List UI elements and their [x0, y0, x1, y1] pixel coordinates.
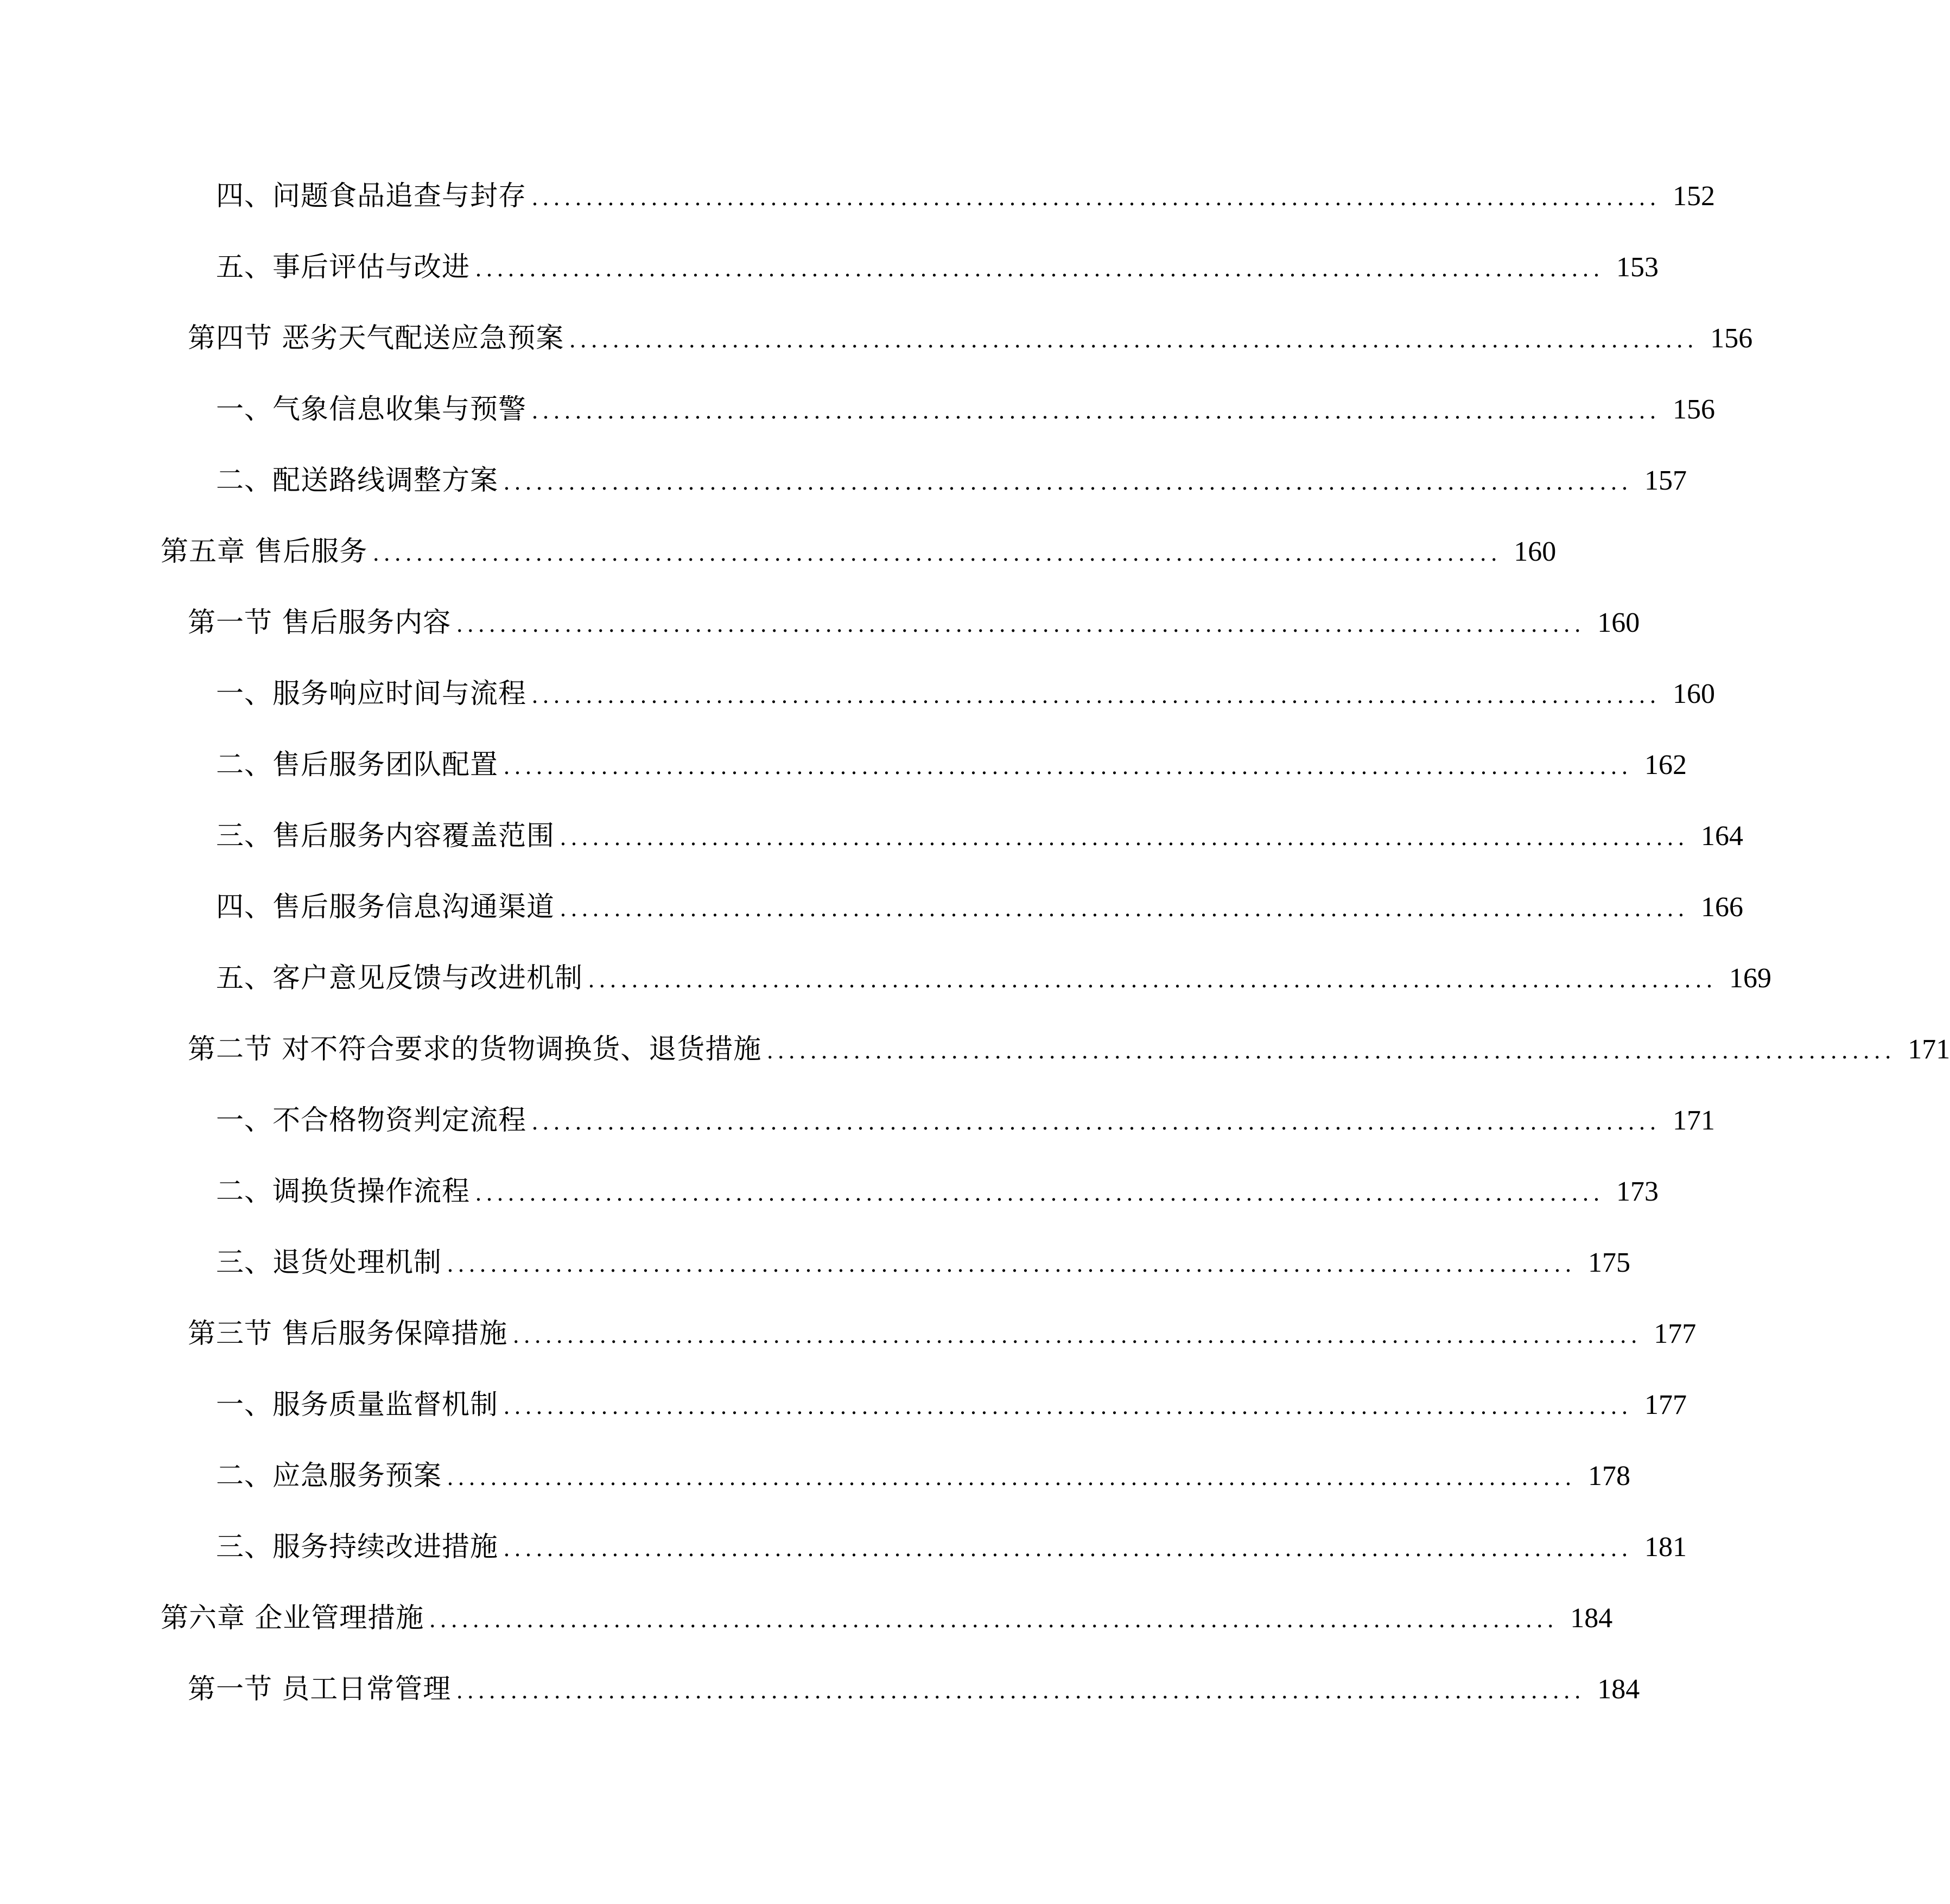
dot-leader: ........................................................................................................ — [569, 326, 1699, 353]
toc-entry-title: 二、配送路线调整方案 — [216, 465, 499, 497]
toc-entry-title: 第三节 售后服务保障措施 — [188, 1318, 508, 1350]
toc-entry-title: 一、服务质量监督机制 — [216, 1389, 499, 1421]
toc-page-number: 177 — [1644, 1389, 1687, 1420]
toc-entry-title: 第二节 对不符合要求的货物调换货、退货措施 — [188, 1033, 762, 1065]
toc-page-number: 171 — [1673, 1105, 1716, 1136]
toc-entry[interactable] — [216, 1526, 1687, 1569]
toc-entry-title: 一、气象信息收集与预警 — [216, 394, 527, 426]
toc-entry[interactable] — [188, 601, 1640, 645]
toc-entry-title: 第四节 恶劣天气配送应急预案 — [188, 322, 564, 354]
toc-page-number: 175 — [1588, 1247, 1631, 1278]
toc-page-number: 156 — [1673, 394, 1716, 425]
toc-entry-title: 五、客户意见反馈与改进机制 — [216, 962, 583, 994]
toc-entry[interactable] — [216, 744, 1687, 787]
toc-entry[interactable] — [216, 1383, 1687, 1427]
toc-entry[interactable] — [216, 246, 1659, 289]
dot-leader: ........................................................................................................ — [560, 895, 1689, 922]
toc-entry-title: 四、售后服务信息沟通渠道 — [216, 891, 555, 923]
toc-page-number: 184 — [1570, 1603, 1613, 1634]
dot-leader: ........................................................................................................ — [429, 1606, 1559, 1633]
toc-page-number: 160 — [1673, 678, 1716, 709]
dot-leader: ........................................................................................................ — [513, 1322, 1642, 1348]
toc-page-number: 184 — [1597, 1674, 1640, 1705]
toc-page-number: 152 — [1673, 181, 1716, 212]
toc-entry[interactable] — [188, 1668, 1640, 1711]
toc-page-number: 160 — [1597, 607, 1640, 638]
dot-leader: ........................................................................................................ — [532, 1108, 1661, 1135]
toc-entry-title: 一、不合格物资判定流程 — [216, 1105, 527, 1137]
toc-page-number: 164 — [1701, 821, 1744, 852]
toc-entry[interactable] — [161, 1597, 1613, 1640]
dot-leader: ........................................................................................................ — [588, 966, 1718, 993]
dot-leader: ........................................................................................................ — [504, 468, 1633, 495]
toc-entry[interactable] — [216, 1170, 1659, 1214]
toc-entry-title: 四、问题食品追查与封存 — [216, 180, 527, 212]
dot-leader: ........................................................................................................ — [504, 753, 1633, 779]
toc-entry[interactable] — [188, 1028, 1950, 1071]
toc-entry[interactable] — [188, 1312, 1697, 1356]
toc-page-number: 169 — [1729, 963, 1772, 994]
toc-page-number: 162 — [1644, 750, 1687, 780]
toc-entry-title: 第一节 售后服务内容 — [188, 607, 452, 639]
toc-entry[interactable] — [216, 1099, 1716, 1143]
toc-page-number: 160 — [1514, 536, 1557, 567]
toc-entry-title: 二、售后服务团队配置 — [216, 749, 499, 781]
dot-leader: ........................................................................................................ — [456, 611, 1586, 637]
toc-page-number: 177 — [1654, 1318, 1697, 1349]
dot-leader: ........................................................................................................ — [447, 1251, 1577, 1277]
toc-entry[interactable] — [216, 672, 1716, 716]
toc-entry-title: 一、服务响应时间与流程 — [216, 678, 527, 710]
toc-entry-title: 二、调换货操作流程 — [216, 1176, 471, 1208]
toc-page-number: 153 — [1616, 252, 1659, 283]
toc-entry[interactable] — [161, 530, 1557, 574]
dot-leader: ........................................................................................................ — [767, 1037, 1896, 1064]
toc-entry[interactable] — [216, 886, 1744, 929]
toc-page-number: 156 — [1710, 323, 1753, 354]
toc-entry[interactable] — [216, 815, 1744, 858]
toc-page-number: 181 — [1644, 1532, 1687, 1563]
dot-leader: ........................................................................................................ — [475, 1179, 1605, 1206]
dot-leader: ........................................................................................................ — [532, 682, 1661, 708]
toc-entry[interactable] — [188, 317, 1753, 360]
toc-entry[interactable] — [216, 1241, 1631, 1285]
toc-page-number: 173 — [1616, 1176, 1659, 1207]
dot-leader: ........................................................................................................ — [456, 1677, 1586, 1704]
dot-leader: ........................................................................................................ — [532, 397, 1661, 424]
toc-entry-title: 三、服务持续改进措施 — [216, 1531, 499, 1563]
dot-leader: ........................................................................................................ — [532, 184, 1661, 211]
toc-entry[interactable] — [216, 388, 1716, 431]
dot-leader: ........................................................................................................ — [475, 255, 1605, 282]
dot-leader: ........................................................................................................ — [447, 1464, 1577, 1490]
toc-page-number: 157 — [1644, 465, 1687, 496]
dot-leader: ........................................................................................................ — [373, 540, 1502, 566]
toc-page-number: 171 — [1908, 1034, 1950, 1065]
dot-leader: ........................................................................................................ — [560, 824, 1689, 851]
toc-page-number: 178 — [1588, 1461, 1631, 1492]
toc-entry-title: 第六章 企业管理措施 — [161, 1602, 424, 1634]
toc-entry-title: 三、售后服务内容覆盖范围 — [216, 820, 555, 852]
toc-entry[interactable] — [216, 459, 1687, 503]
toc-entry-title: 第一节 员工日常管理 — [188, 1673, 452, 1705]
toc-entry[interactable] — [216, 175, 1716, 218]
toc-entry-title: 五、事后评估与改进 — [216, 251, 471, 283]
dot-leader: ........................................................................................................ — [504, 1393, 1633, 1419]
toc-entry-title: 三、退货处理机制 — [216, 1247, 442, 1279]
toc-entry[interactable] — [216, 1455, 1631, 1498]
toc-entry-title: 第五章 售后服务 — [161, 536, 368, 568]
dot-leader: ........................................................................................................ — [504, 1535, 1633, 1562]
toc-entry[interactable] — [216, 957, 1772, 1000]
toc-page-number: 166 — [1701, 892, 1744, 923]
toc-entry-title: 二、应急服务预案 — [216, 1460, 442, 1492]
